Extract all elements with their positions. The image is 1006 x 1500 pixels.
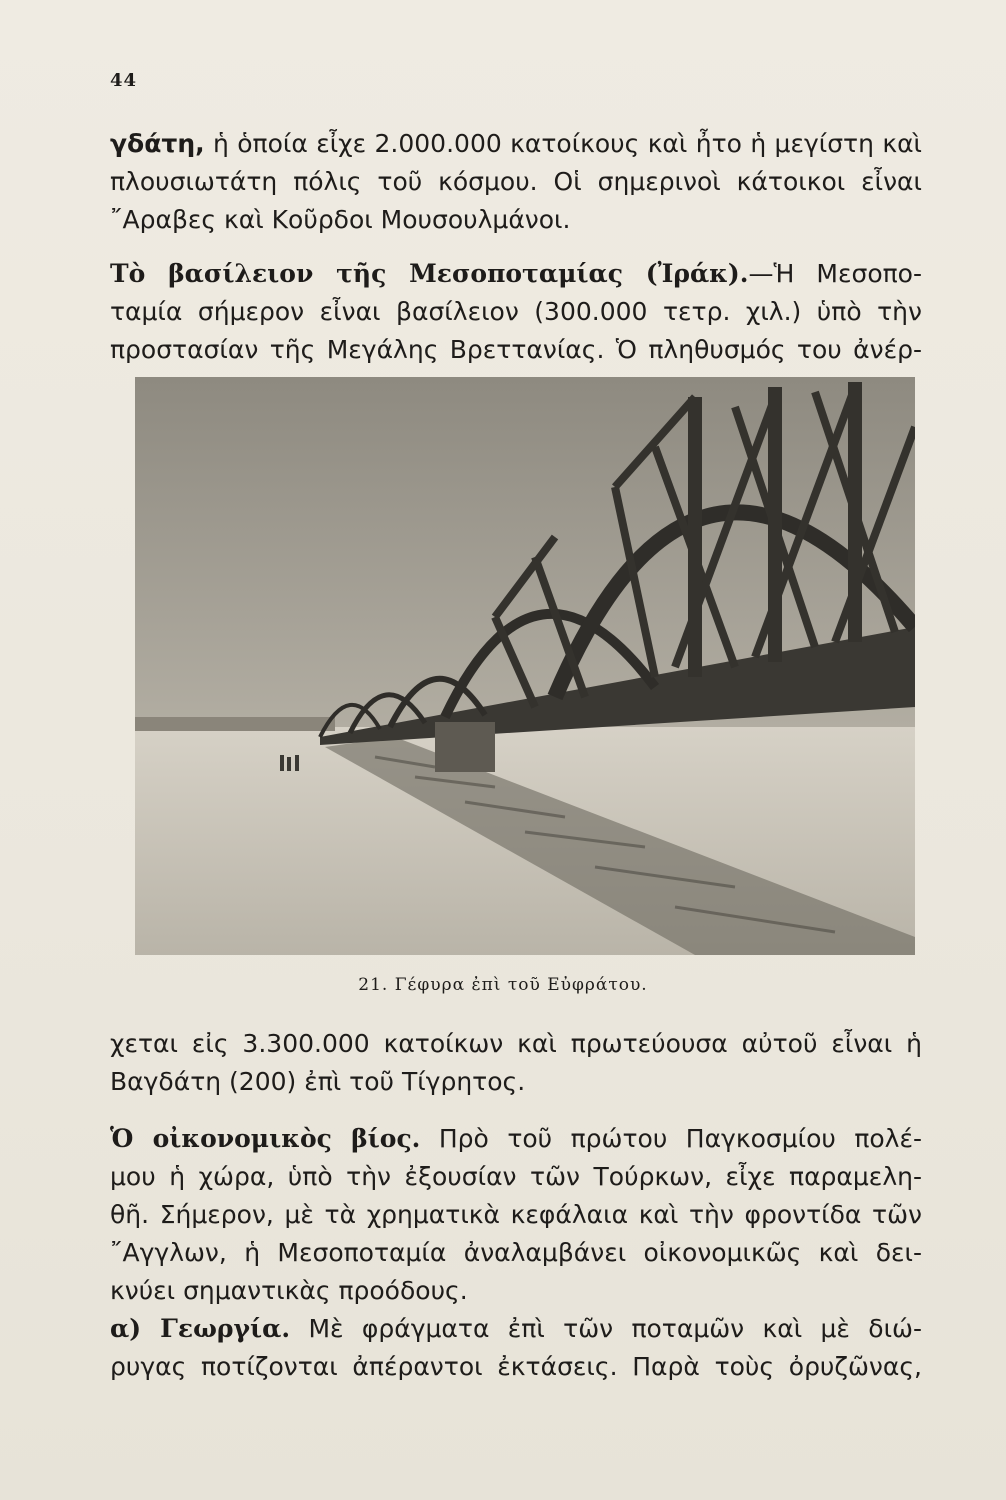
line-rest: Πρὸ τοῦ πρώτου Παγκοσμίου πολέ- <box>438 1124 922 1153</box>
people-figures <box>280 755 299 771</box>
text-line: ῎Αραβες καὶ Κοῦρδοι Μουσουλμάνοι. <box>110 205 571 234</box>
bridge-illustration <box>135 377 915 955</box>
section-agriculture <box>110 1310 922 1386</box>
far-shore <box>135 717 335 731</box>
section-kingdom <box>110 255 922 369</box>
text-line: κνύει σημαντικὰς προόδους. <box>110 1276 468 1305</box>
text-line: Βαγδάτη (200) ἐπὶ τοῦ Τίγρητος. <box>110 1067 526 1096</box>
page-number: 44 <box>110 70 138 91</box>
text-line: προστασίαν τῆς Μεγάλης Βρεττανίας. Ὁ πληθυσμός του ἀνέρ- <box>110 335 922 364</box>
text-line: ῎Αγγλων, ἡ Μεσοποταμία ἀναλαμβάνει οἰκονομικῶς καὶ δει- <box>110 1238 922 1267</box>
first-word: γδάτη, <box>110 129 205 158</box>
section-economy <box>110 1120 922 1310</box>
figure-caption: 21. Γέφυρα ἐπὶ τοῦ Εὐφράτου. <box>358 975 648 995</box>
section-heading: α) Γεωργία. <box>110 1314 291 1343</box>
section-heading: Τὸ βασίλειον τῆς Μεσοποταμίας (Ἰράκ). <box>110 259 749 288</box>
text-line: ρυγας ποτίζονται ἀπέραντοι ἐκτάσεις. Παρὰ τοὺς ὀρυζῶνας, <box>110 1352 922 1381</box>
text-line <box>110 125 922 163</box>
line-rest: Μὲ φράγματα ἐπὶ τῶν ποταμῶν καὶ μὲ διώ- <box>308 1314 922 1343</box>
text-line <box>110 1120 922 1158</box>
paragraph-after-figure <box>110 1025 922 1101</box>
paragraph-top <box>110 125 922 239</box>
text-line: πλουσιωτάτη πόλις τοῦ κόσμου. Οἱ σημερινοὶ κάτοικοι εἶναι <box>110 167 922 196</box>
text-line: ταμία σήμερον εἶναι βασίλειον (300.000 τετρ. χιλ.) ὑπὸ τὴν <box>110 297 922 326</box>
text-line <box>110 1310 922 1348</box>
text-line: χεται εἰς 3.300.000 κατοίκων καὶ πρωτεύουσα αὐτοῦ εἶναι ἡ <box>110 1029 922 1058</box>
text-line: μου ἡ χώρα, ὑπὸ τὴν ἐξουσίαν τῶν Τούρκων, εἶχε παραμελη- <box>110 1162 922 1191</box>
line-rest: ἡ ὁποία εἶχε 2.000.000 κατοίκους καὶ ἦτο ἡ μεγίστη καὶ <box>213 129 923 158</box>
section-heading: Ὁ οἰκονομικὸς βίος. <box>110 1124 421 1153</box>
text-line: θῆ. Σήμερον, μὲ τὰ χρηματικὰ κεφάλαια καὶ τὴν φροντίδα τῶν <box>110 1200 922 1229</box>
bridge-pier <box>435 722 495 772</box>
bridge-photograph <box>135 377 915 955</box>
text-line <box>110 255 922 293</box>
line-rest: —Ἡ Μεσοπο- <box>748 259 922 288</box>
